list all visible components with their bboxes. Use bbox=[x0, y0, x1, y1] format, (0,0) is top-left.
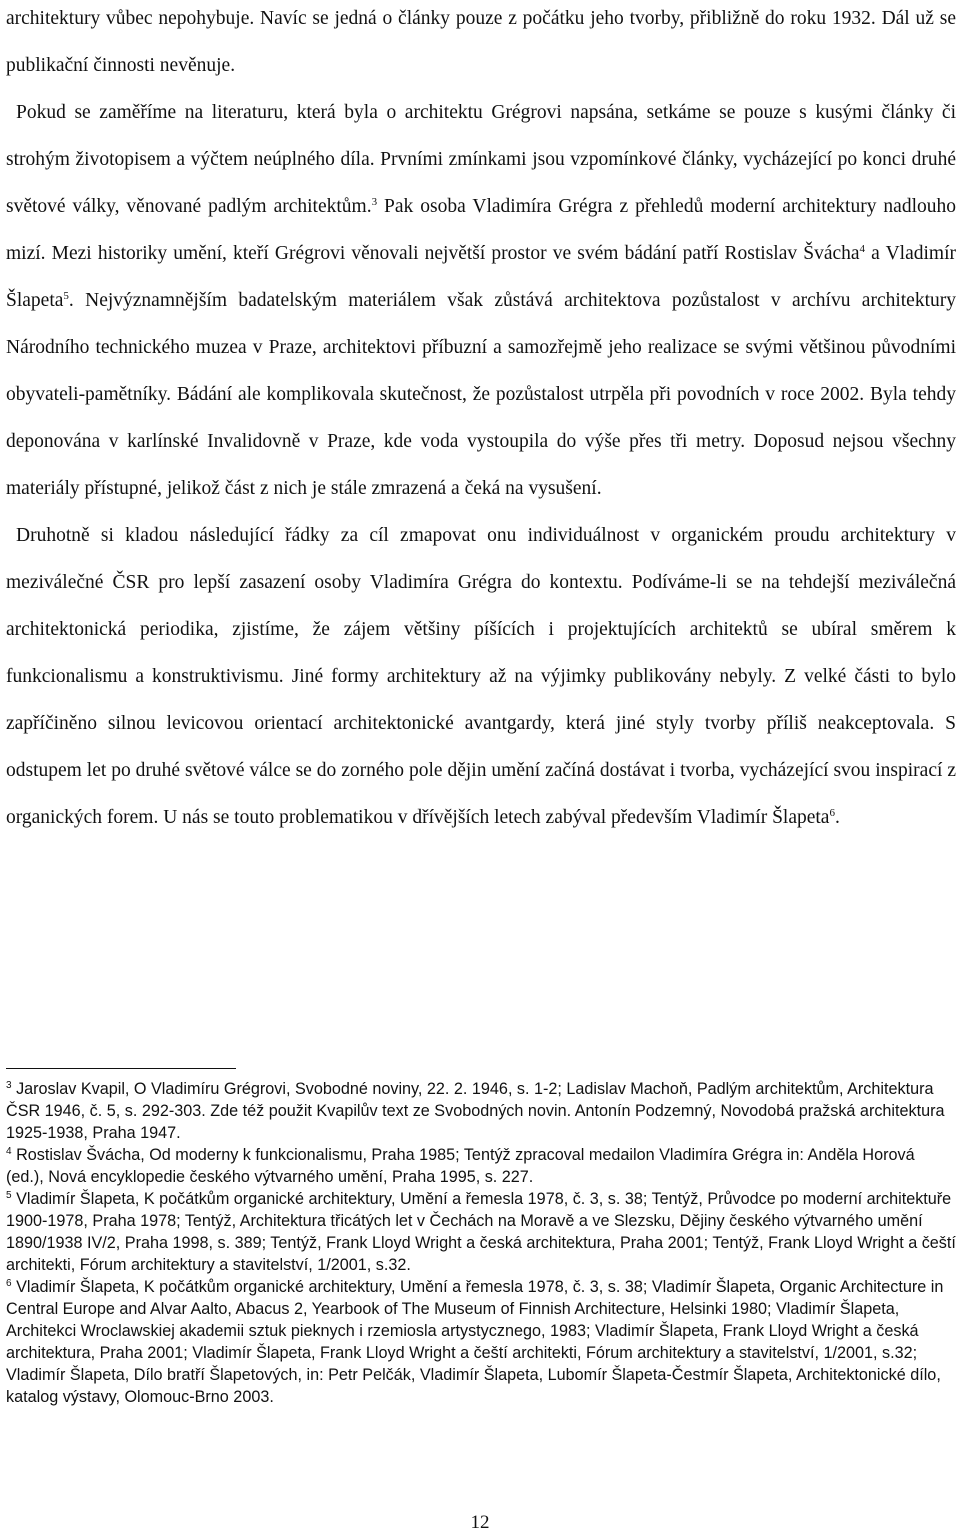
footnote-text: Jaroslav Kvapil, O Vladimíru Grégrovi, Svobodné noviny, 22. 2. 1946, s. 1-2; Ladislav Machoň, Padlým architektům, Architektura ČSR 1946, č. 5, s. 292-303. Zde též použit Kvapilův text ze Svobodných novin. Antonín Podzemný, Novodobá pražská architektura 1925-1938, Praha 1947. bbox=[6, 1080, 945, 1142]
paragraph-text: . bbox=[834, 807, 840, 828]
paragraph-text: a Vladimír Šlapeta bbox=[6, 243, 956, 311]
footnote-ref-3[interactable]: 3 bbox=[371, 196, 378, 208]
footnote-separator bbox=[6, 1068, 236, 1069]
footnote-6 bbox=[6, 1276, 956, 1408]
paragraph-text: Pak osoba Vladimíra Grégra z přehledů moderní architektury nadlouho mizí. Mezi historiky umění, kteří Grégrovi věnovali největší prostor ve svém bádání patří Rostislav Švácha bbox=[6, 196, 956, 264]
footnote-number: 6 bbox=[6, 1278, 12, 1289]
paragraph-literature bbox=[6, 89, 956, 512]
footnote-text: Rostislav Švácha, Od moderny k funkcionalismu, Praha 1985; Tentýž zpracoval medailon Vladimíra Grégra in: Anděla Horová (ed.), Nová encyklopedie českého výtvarného umění, Praha 1995, s. 227. bbox=[6, 1146, 915, 1186]
paragraph-text: . Nejvýznamnějším badatelským materiálem však zůstává architektova pozůstalost v archívu architektury Národního technického muzea v Praze, architektovi příbuzní a samozřejmě jeho realizace se svými většinou původními obyvateli-pamětníky. Bádání ale komplikovala skutečnost, že pozůstalost utrpěla při povodních v roce 2002. Byla tehdy deponována v karlínské Invalidovně v Praze, kde voda vystoupila do výše přes tři metry. Doposud nejsou všechny materiály přístupné, jelikož část z nich je stále zmrazená a čeká na vysušení. bbox=[6, 290, 956, 499]
page-number: 12 bbox=[470, 1512, 490, 1533]
footnotes bbox=[6, 1078, 956, 1408]
footnote-number: 3 bbox=[6, 1080, 12, 1091]
paragraph-text: architektury vůbec nepohybuje. Navíc se jedná o články pouze z počátku jeho tvorby, přibližně do roku 1932. Dál už se publikační činnosti nevěnuje. bbox=[6, 8, 956, 76]
footnote-4 bbox=[6, 1144, 956, 1188]
footnote-number: 5 bbox=[6, 1190, 12, 1201]
paragraph-text: Pokud se zaměříme na literaturu, která byla o architektu Grégrovi napsána, setkáme se pouze s kusými články či strohým životopisem a výčtem neúplného díla. Prvními zmínkami jsou vzpomínkové články, vycházející po konci druhé světové války, věnované padlým architektům. bbox=[6, 102, 956, 217]
footnote-text: Vladimír Šlapeta, K počátkům organické architektury, Umění a řemesla 1978, č. 3, s. 38; Tentýž, Průvodce po moderní architektuře 1900-1978, Praha 1978; Tentýž, Architektura třicátých let v Čechách na Moravě a ve Slezsku, Dějiny českého výtvarného umění 1890/1938 IV/2, Praha 1998, s. 389; Tentýž, Frank Lloyd Wright a česká architektura, Praha 2001; Tentýž, Frank Lloyd Wright a čeští architekti, Fórum architektury a stavitelství, 1/2001, s.32. bbox=[6, 1190, 956, 1274]
footnote-5 bbox=[6, 1188, 956, 1276]
footnote-3 bbox=[6, 1078, 956, 1144]
footnote-ref-6[interactable]: 6 bbox=[829, 807, 835, 819]
paragraph-goal bbox=[6, 512, 956, 841]
footnote-number: 4 bbox=[6, 1146, 12, 1157]
footnote-ref-4[interactable]: 4 bbox=[859, 243, 866, 255]
body-text bbox=[6, 0, 956, 841]
paragraph-continuation bbox=[6, 0, 956, 89]
paragraph-text: Druhotně si kladou následující řádky za cíl zmapovat onu individuálnost v organickém proudu architektury v meziválečné ČSR pro lepší zasazení osoby Vladimíra Grégra do kontextu. Podíváme-li se na tehdejší meziválečná architektonická periodika, zjistíme, že zájem většiny píšících i projektujících architektů se ubíral směrem k funkcionalismu a konstruktivismu. Jiné formy architektury až na výjimky publikovány nebyly. Z velké části to bylo zapříčiněno silnou levicovou orientací architektonické avantgardy, která jiné styly tvorby příliš neakceptovala. S odstupem let po druhé světové válce se do zorného pole dějin umění začíná dostávat i tvorba, vycházející svou inspirací z organických forem. U nás se touto problematikou v dřívějších letech zabýval především Vladimír Šlapeta bbox=[6, 525, 956, 828]
footnote-text: Vladimír Šlapeta, K počátkům organické architektury, Umění a řemesla 1978, č. 3, s. 38; Vladimír Šlapeta, Organic Architecture in Central Europe and Alvar Aalto, Abacus 2, Yearbook of The Museum of Finnish Architecture, Helsinki 1980; Vladimír Šlapeta, Architekci Wroclawskiej akademii sztuk pieknych i rzemiosla artystycznego, 1983; Vladimír Šlapeta, Frank Lloyd Wright a česká architektura, Praha 2001; Vladimír Šlapeta, Frank Lloyd Wright a čeští architekti, Fórum architektury a stavitelství, 1/2001, s.32; Vladimír Šlapeta, Dílo bratří Šlapetových, in: Petr Pelčák, Vladimír Šlapeta, Lubomír Šlapeta-Čestmír Šlapeta, Architektonické dílo, katalog výstavy, Olomouc-Brno 2003. bbox=[6, 1278, 944, 1406]
footnote-ref-5[interactable]: 5 bbox=[63, 290, 69, 302]
